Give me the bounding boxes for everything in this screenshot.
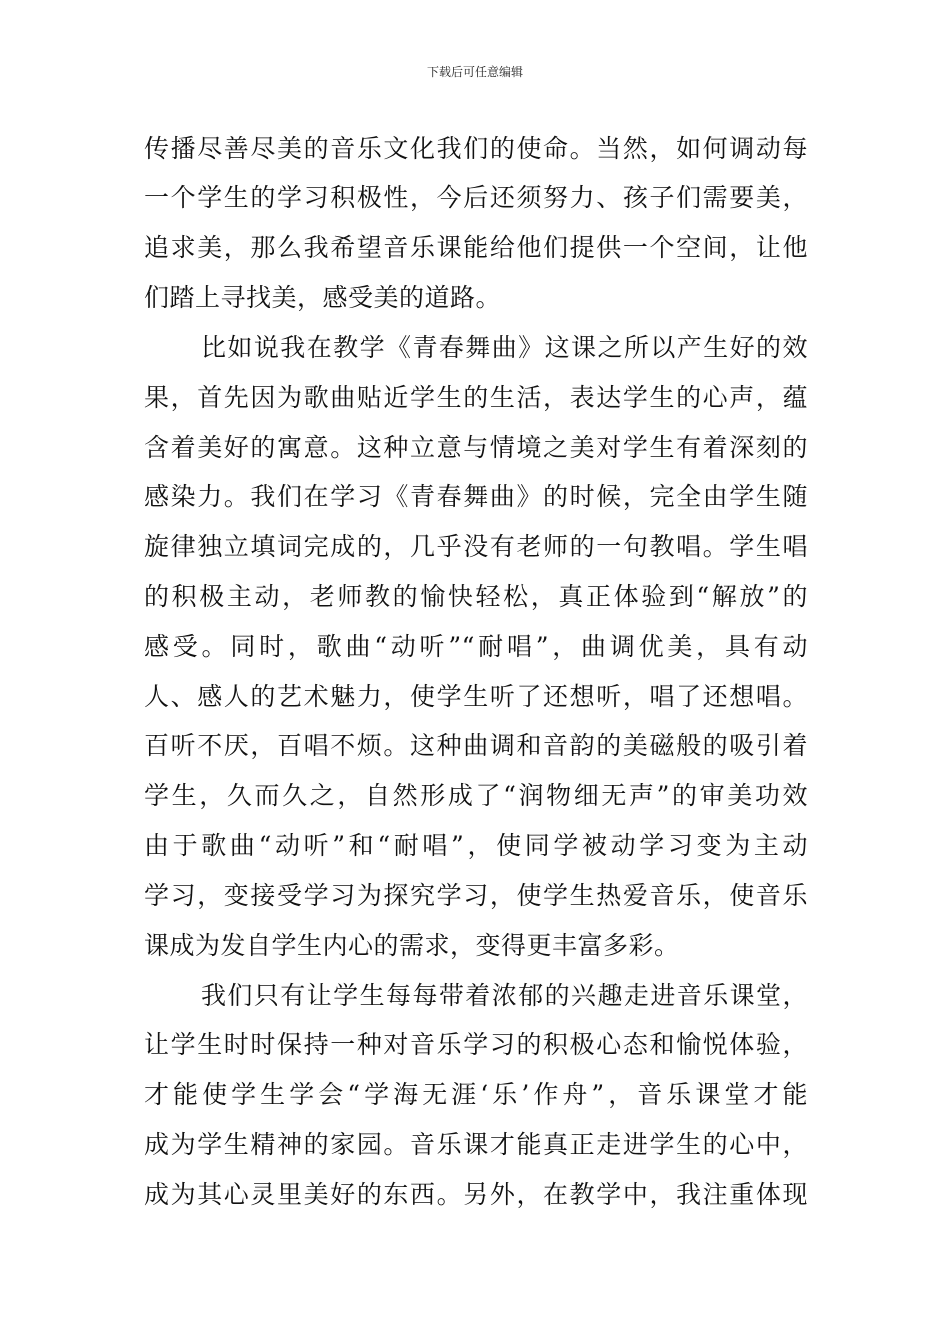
- text-line: 成为学生精神的家园。音乐课才能真正走进学生的心中，: [144, 1130, 808, 1159]
- text-line: 果，首先因为歌曲贴近学生的生活，表达学生的心声，蕴: [144, 383, 808, 412]
- text-line: 学生，久而久之，自然形成了“润物细无声”的审美功效: [144, 781, 808, 810]
- text-line: 的积极主动，老师教的愉快轻松，真正体验到“解放”的: [144, 582, 808, 611]
- page-header: 下载后可任意编辑: [426, 65, 523, 79]
- text-line: 旋律独立填词完成的，几乎没有老师的一句教唱。学生唱: [144, 532, 808, 561]
- text-line: 一个学生的学习积极性，今后还须努力、孩子们需要美，: [144, 183, 808, 212]
- text-line: 由于歌曲“动听”和“耐唱”，使同学被动学习变为主动: [144, 831, 808, 860]
- text-line: 人、感人的艺术魅力，使学生听了还想听，唱了还想唱。: [144, 682, 808, 711]
- text-line: 含着美好的寓意。这种立意与情境之美对学生有着深刻的: [144, 433, 808, 462]
- text-line: 比如说我在教学《青春舞曲》这课之所以产生好的效: [201, 333, 808, 362]
- text-line: 让学生时时保持一种对音乐学习的积极心态和愉悦体验，: [144, 1030, 808, 1059]
- text-line: 感染力。我们在学习《青春舞曲》的时候，完全由学生随: [144, 482, 808, 511]
- text-line: 才能使学生学会“学海无涯‘乐’作舟”，音乐课堂才能: [144, 1080, 808, 1109]
- text-line: 追求美，那么我希望音乐课能给他们提供一个空间，让他: [144, 233, 808, 262]
- text-line: 感受。同时，歌曲“动听”“耐唱”，曲调优美，具有动: [144, 632, 808, 661]
- text-line: 百听不厌，百唱不烦。这种曲调和音韵的美磁般的吸引着: [144, 731, 808, 760]
- text-line: 课成为发自学生内心的需求，变得更丰富多彩。: [144, 931, 680, 960]
- text-line: 学习，变接受学习为探究学习，使学生热爱音乐，使音乐: [144, 881, 808, 910]
- text-line: 传播尽善尽美的音乐文化我们的使命。当然，如何调动每: [144, 134, 808, 163]
- text-line: 成为其心灵里美好的东西。另外，在教学中，我注重体现: [144, 1180, 808, 1209]
- text-line: 我们只有让学生每每带着浓郁的兴趣走进音乐课堂，: [201, 981, 808, 1010]
- text-line: 们踏上寻找美，感受美的道路。: [144, 283, 502, 312]
